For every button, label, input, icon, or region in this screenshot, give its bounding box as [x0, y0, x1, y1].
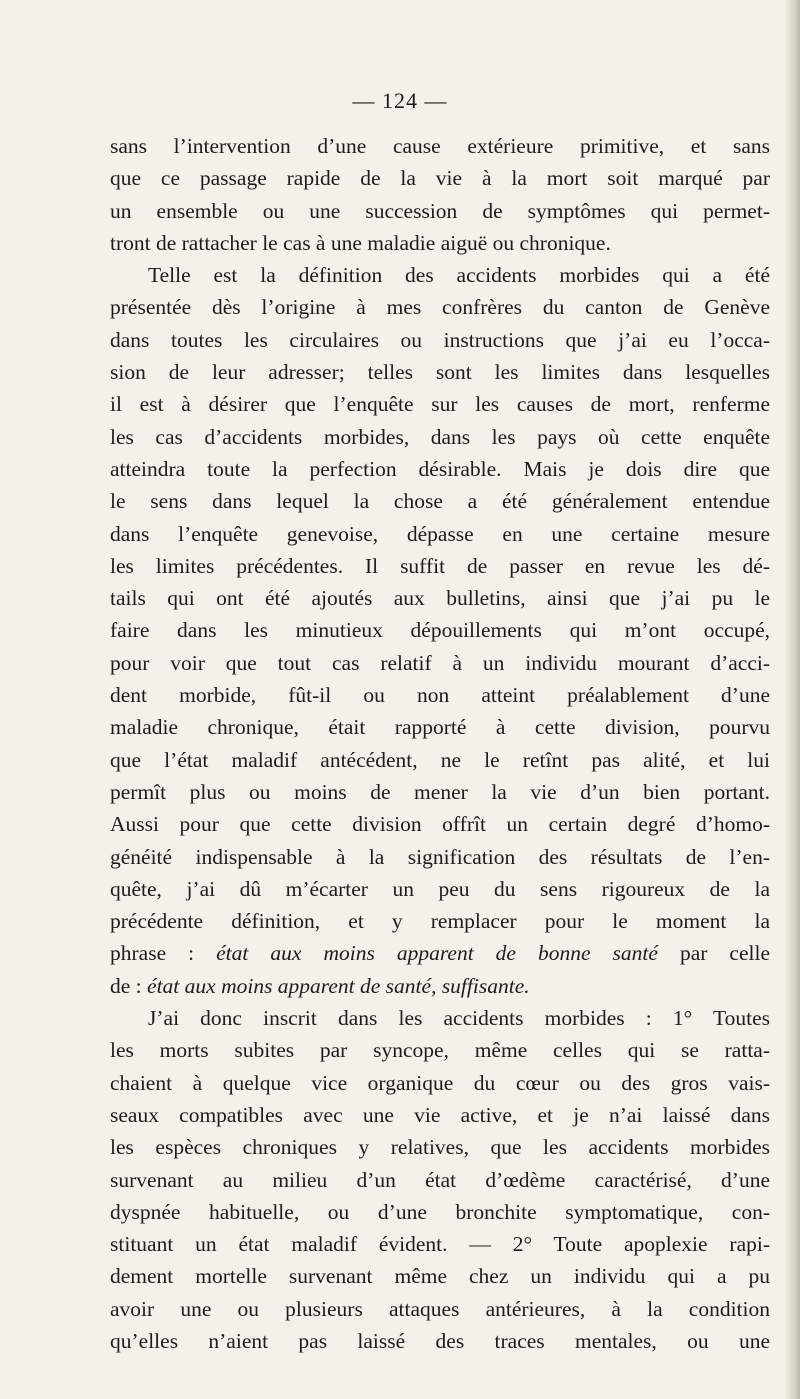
text-line: il est à désirer que l’enquête sur les causes de mort, renferme [110, 392, 770, 417]
text-line: stituant un état maladif évident. — 2° Toute apoplexie rapi- [110, 1232, 770, 1257]
text-line: chaient à quelque vice organique du cœur ou des gros vais- [110, 1070, 770, 1095]
text-line: faire dans les minutieux dépouillements qui m’ont occupé, [110, 618, 770, 643]
text-line: tails qui ont été ajoutés aux bulletins, ainsi que j’ai pu le [110, 586, 770, 611]
text-line: que l’état maladif antécédent, ne le retînt pas alité, et lui [110, 747, 770, 772]
text-line: J’ai donc inscrit dans les accidents morbides : 1° Toutes [148, 1006, 770, 1031]
paragraph-3 [110, 1002, 770, 1357]
text-line: les cas d’accidents morbides, dans les pays où cette enquête [110, 424, 770, 449]
text-line: dement mortelle survenant même chez un individu qui a pu [110, 1264, 770, 1289]
text-line: sion de leur adresser; telles sont les limites dans lesquelles [110, 360, 770, 385]
italic-phrase: état aux moins apparent de santé, suffisante. [147, 973, 530, 998]
text-line: Telle est la définition des accidents morbides qui a été [148, 263, 770, 288]
text-line: survenant au milieu d’un état d’œdème caractérisé, d’une [110, 1167, 770, 1192]
text-line: que ce passage rapide de la vie à la mort soit marqué par [110, 166, 770, 191]
text-line: le sens dans lequel la chose a été généralement entendue [110, 489, 770, 514]
text-line: qu’elles n’aient pas laissé des traces mentales, ou une [110, 1328, 770, 1353]
text-line: quête, j’ai dû m’écarter un peu du sens rigoureux de la [110, 876, 770, 901]
phrase-prefix: phrase : [110, 941, 217, 966]
text-line: précédente définition, et y remplacer pour le moment la [110, 909, 770, 934]
text-line: généité indispensable à la signification des résultats de l’en- [110, 844, 770, 869]
paragraph-2 [110, 259, 770, 1002]
italic-phrase: état aux moins apparent de bonne santé [216, 941, 658, 966]
text-line: permît plus ou moins de mener la vie d’un bien portant. [110, 779, 770, 804]
body-text [110, 130, 770, 1357]
phrase-middle: par celle [657, 941, 770, 966]
text-line: dent morbide, fût-il ou non atteint préalablement d’une [110, 683, 770, 708]
text-line-phrase [110, 970, 770, 1002]
page-number: — 124 — [352, 88, 448, 113]
text-line: Aussi pour que cette division offrît un certain degré d’homo- [110, 812, 770, 837]
paragraph-1 [110, 130, 770, 259]
text-line: présentée dès l’origine à mes confrères du canton de Genève [110, 295, 770, 320]
text-line: les morts subites par syncope, même celles qui se ratta- [110, 1038, 770, 1063]
text-line: un ensemble ou une succession de symptômes qui permet- [110, 198, 770, 223]
text-line: dans l’enquête genevoise, dépasse en une certaine mesure [110, 521, 770, 546]
text-line: maladie chronique, était rapporté à cette division, pourvu [110, 715, 770, 740]
text-line: pour voir que tout cas relatif à un individu mourant d’acci- [110, 650, 770, 675]
text-line-phrase [110, 937, 770, 969]
text-line: atteindra toute la perfection désirable. Mais je dois dire que [110, 456, 770, 481]
phrase-de: de : [110, 973, 148, 998]
text-line: dans toutes les circulaires ou instructions que j’ai eu l’occa- [110, 327, 770, 352]
page-edge [786, 0, 800, 1399]
text-line: sans l’intervention d’une cause extérieure primitive, et sans [110, 134, 770, 158]
text-line: dyspnée habituelle, ou d’une bronchite symptomatique, con- [110, 1199, 770, 1224]
text-line: avoir une ou plusieurs attaques antérieures, à la condition [110, 1296, 770, 1321]
text-line: seaux compatibles avec une vie active, et je n’ai laissé dans [110, 1102, 770, 1127]
text-line: les espèces chroniques y relatives, que les accidents morbides [110, 1135, 770, 1160]
text-line: les limites précédentes. Il suffit de passer en revue les dé- [110, 553, 770, 578]
text-line: tront de rattacher le cas à une maladie aiguë ou chronique. [110, 230, 611, 255]
